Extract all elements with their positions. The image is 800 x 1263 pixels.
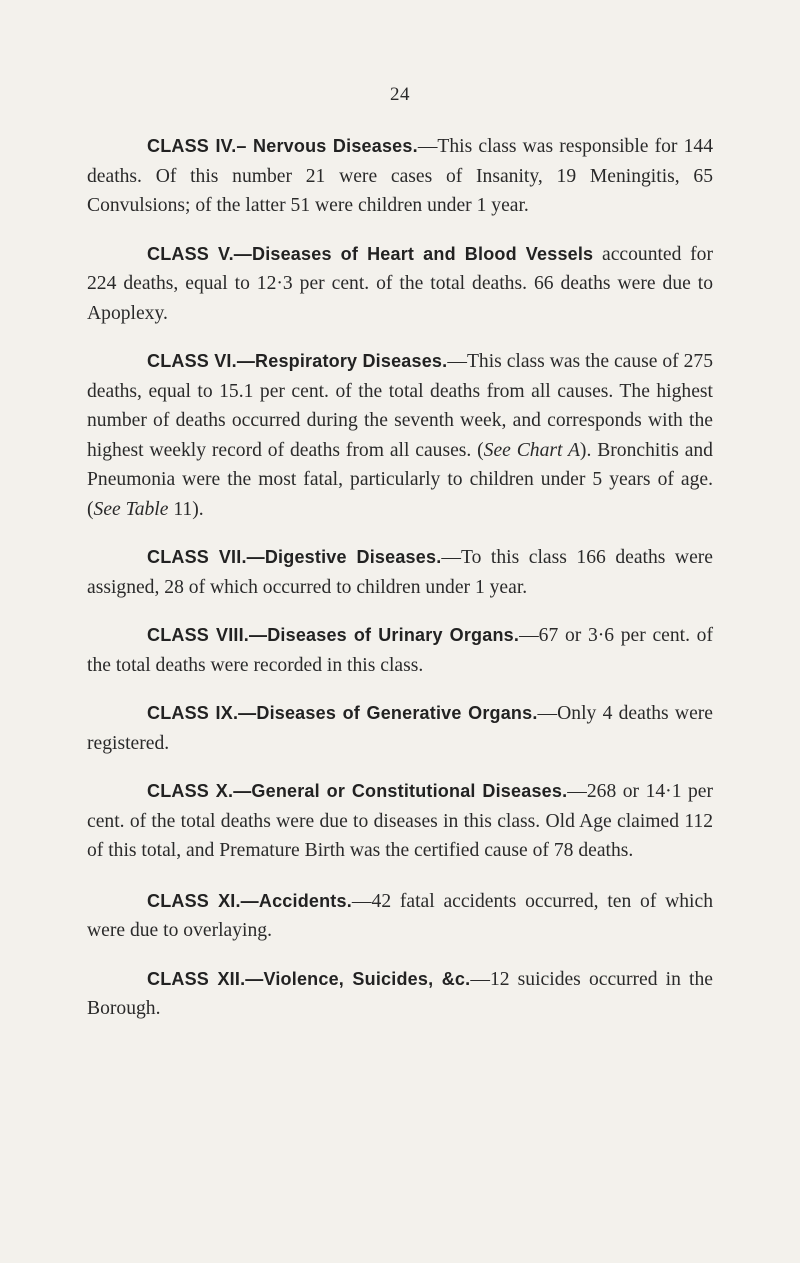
paragraph-class-ix (87, 699, 713, 758)
text-class-x: —268 or 14·1 per cent. of the total deaths were due to diseases in this class. Old Age claimed 112 of this total, and Premature Birth was the certified cause of 78 deaths. (87, 781, 713, 861)
paragraph-class-iv (87, 132, 713, 221)
heading-class-xii: CLASS XII.—Violence, Suicides, &c. (147, 968, 471, 989)
paragraph-class-xi (87, 887, 713, 946)
text-class-v: accounted for 224 deaths, equal to 12·3 per cent. of the total deaths. 66 deaths were due to Apoplexy. (87, 243, 714, 324)
heading-class-viii: CLASS VIII.—Diseases of Urinary Organs. (147, 625, 520, 645)
text-class-xi: —42 fatal accidents occurred, ten of which were due to overlaying. (87, 890, 713, 941)
reference-table: See Table (93, 498, 169, 520)
text-class-ix: —Only 4 deaths were registered. (87, 703, 713, 754)
page-body (87, 132, 713, 1024)
heading-class-ix: CLASS IX.—Diseases of Generative Organs. (147, 703, 538, 723)
paragraph-class-viii (87, 621, 713, 680)
heading-class-xi: CLASS XI.—Accidents. (147, 890, 352, 911)
heading-class-vi: CLASS VI.—Respiratory Diseases. (147, 351, 448, 371)
paragraph-class-x (87, 777, 713, 866)
paragraph-class-vi (87, 347, 713, 524)
heading-class-iv: CLASS IV.– Nervous Diseases. (147, 136, 418, 156)
text-class-vii: —To this class 166 deaths were assigned, 28 of which occurred to children under 1 year. (87, 547, 713, 598)
heading-class-v: CLASS V.—Diseases of Heart and Blood Vessels (147, 243, 594, 264)
heading-class-x: CLASS X.—General or Constitutional Diseases. (147, 781, 568, 801)
page-number: 24 (390, 84, 410, 105)
text-class-vi-a: —This class was the cause of 275 deaths, equal to 15.1 per cent. of the total deaths from all causes. The highest number of deaths occurred during the seventh week, and corresponds with the highest weekly record of deaths from all causes. ( (87, 351, 713, 461)
text-class-vi-c: 11). (168, 498, 204, 520)
paragraph-class-xii (87, 965, 713, 1024)
text-class-vi-b: ). Bronchitis and Pneumonia were the most fatal, particularly to children under 5 years of age. ( (87, 439, 713, 520)
heading-class-vii: CLASS VII.—Digestive Diseases. (147, 547, 442, 567)
text-class-viii: —67 or 3·6 per cent. of the total deaths were recorded in this class. (87, 625, 714, 676)
text-class-iv: —This class was responsible for 144 deaths. Of this number 21 were cases of Insanity, 19 Meningitis, 65 Convulsions; of the latter 51 were children under 1 year. (87, 136, 713, 216)
text-class-xii: —12 suicides occurred in the Borough. (87, 968, 713, 1019)
paragraph-class-vii (87, 543, 713, 602)
reference-chart-a: See Chart A (483, 439, 580, 461)
paragraph-class-v (87, 240, 713, 329)
